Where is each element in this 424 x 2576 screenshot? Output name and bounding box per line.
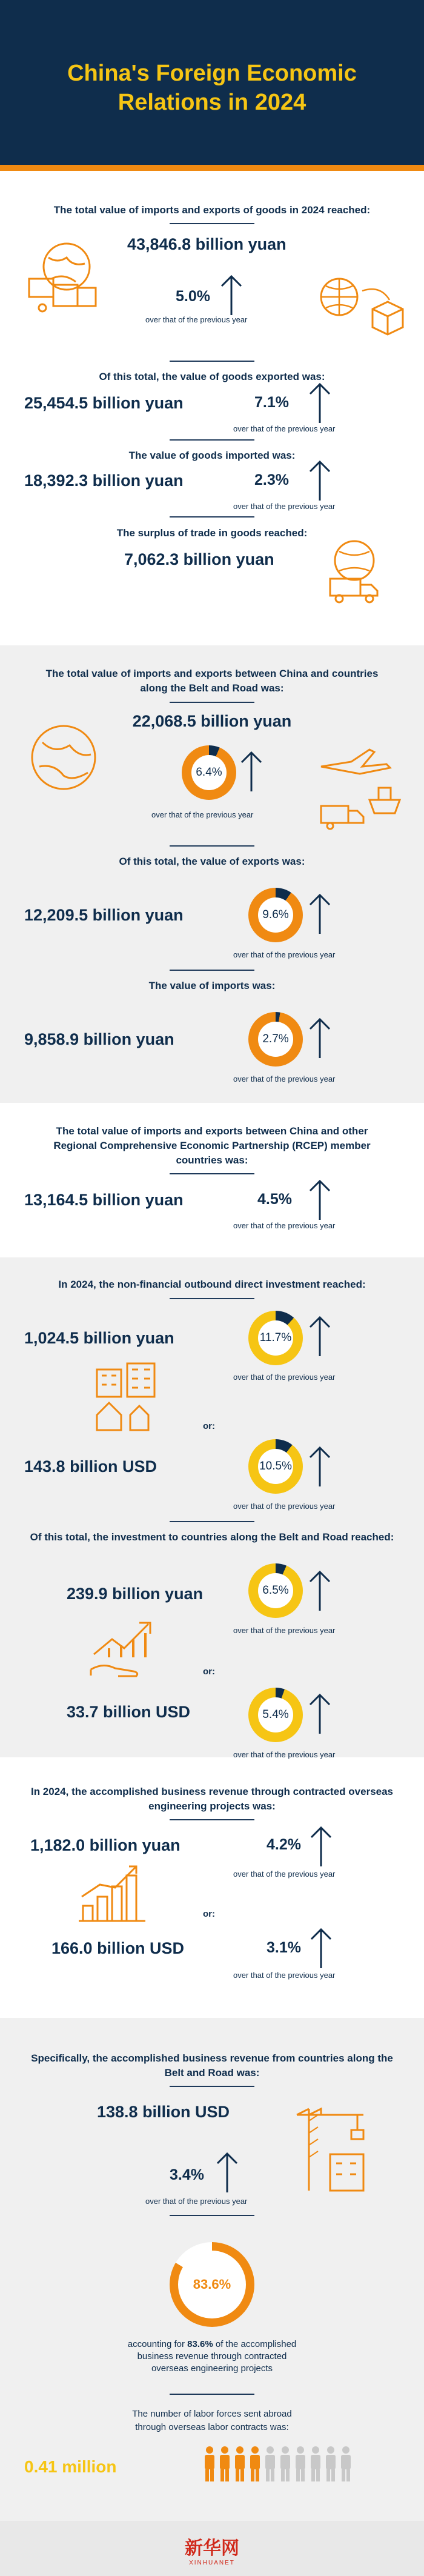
divider (170, 1521, 254, 1522)
up-arrow-icon (309, 1927, 333, 1969)
crane-building-icon (285, 2103, 376, 2194)
divider (170, 970, 254, 971)
belt-road-heading-line1: The total value of imports and exports between China and countries (45, 668, 379, 679)
odi-yuan-note: over that of the previous year (233, 1373, 336, 1382)
odi-br-usd-donut (248, 1688, 303, 1742)
odi-yuan: 1,024.5 billion yuan (24, 1329, 174, 1347)
projects-yuan-note: over that of the previous year (233, 1869, 336, 1879)
odi-usd-donut (248, 1439, 303, 1494)
up-arrow-icon (308, 382, 332, 424)
up-arrow-icon (308, 893, 332, 935)
odi-br-yuan: 239.9 billion yuan (67, 1585, 204, 1603)
belt-road-imports-note: over that of the previous year (233, 1074, 336, 1083)
worker-figure-icon (218, 2445, 231, 2483)
odi-usd: 143.8 billion USD (24, 1457, 157, 1476)
up-arrow-icon (308, 459, 332, 502)
projects-share-text-line1 (0, 2339, 424, 2349)
up-arrow-icon (309, 1825, 333, 1868)
belt-road-growth-note: over that of the previous year (151, 810, 254, 819)
projects-br-usd: 138.8 billion USD (97, 2103, 230, 2121)
header-stripe (0, 165, 424, 171)
labor-heading-line2: through overseas labor contracts was: (135, 2422, 289, 2432)
up-arrow-icon (308, 1569, 332, 1612)
odi-heading: In 2024, the non-financial outbound direct investment reached: (58, 1279, 366, 1290)
brand-logo-sub: XINHUANET (189, 2560, 235, 2566)
divider (170, 1819, 254, 1820)
globe-truck-icon (318, 533, 391, 606)
globe-box-icon (315, 273, 406, 345)
projects-heading-line2: engineering projects was: (148, 1800, 276, 1812)
projects-share-text-line2: business revenue through contracted (137, 2351, 287, 2361)
belt-road-imports: 9,858.9 billion yuan (24, 1030, 174, 1048)
trade-growth: 5.0% (176, 288, 210, 305)
projects-share-text-pre: accounting for (127, 2339, 188, 2349)
trade-exports-growth: 7.1% (254, 394, 289, 411)
buildings-icon (91, 1360, 164, 1433)
header-banner (0, 0, 424, 170)
worker-figure-icon (324, 2445, 337, 2483)
up-arrow-icon (219, 274, 243, 316)
footer (0, 2521, 424, 2576)
labor-value: 0.41 million (24, 2457, 117, 2476)
projects-yuan-growth: 4.2% (267, 1836, 301, 1853)
odi-yuan-growth: 11.7% (259, 1331, 292, 1344)
trade-imports: 18,392.3 billion yuan (24, 471, 184, 490)
worker-figure-icon (203, 2445, 216, 2483)
page-title-line2: Relations in 2024 (118, 90, 306, 115)
projects-share-text-post: of the accomplished (213, 2339, 297, 2349)
up-arrow-icon (308, 1179, 332, 1221)
projects-br-growth-note: over that of the previous year (145, 2197, 248, 2206)
worker-figure-icon (233, 2445, 247, 2483)
divider (170, 223, 254, 224)
trade-imports-note: over that of the previous year (233, 502, 336, 511)
labor-figures (203, 2445, 354, 2486)
divider (170, 702, 254, 703)
trade-imports-heading: The value of goods imported was: (128, 450, 296, 461)
up-arrow-icon (239, 750, 263, 793)
rcep-heading-line2: Regional Comprehensive Economic Partnership (RCEP) member (53, 1140, 371, 1151)
up-arrow-icon (308, 1017, 332, 1059)
divider (170, 1173, 254, 1174)
divider (170, 516, 254, 518)
belt-road-exports-growth: 9.6% (262, 908, 289, 921)
projects-share-text-line3: overseas engineering projects (151, 2363, 273, 2374)
odi-br-usd-note: over that of the previous year (233, 1750, 336, 1759)
odi-or-label: or: (203, 1421, 215, 1431)
odi-br-usd: 33.7 billion USD (67, 1703, 191, 1721)
divider (170, 2215, 254, 2216)
belt-road-growth: 6.4% (196, 766, 222, 779)
divider (170, 439, 254, 441)
divider (170, 1298, 254, 1299)
page-title-line1: China's Foreign Economic (67, 61, 357, 86)
odi-usd-note: over that of the previous year (233, 1502, 336, 1511)
projects-br-growth: 3.4% (170, 2166, 204, 2183)
projects-br-heading-line2: Belt and Road was: (164, 2067, 260, 2078)
projects-share-value: 83.6% (193, 2277, 231, 2292)
odi-br-or-label: or: (203, 1666, 215, 1677)
odi-usd-growth: 10.5% (259, 1460, 292, 1473)
rcep-total: 13,164.5 billion yuan (24, 1191, 184, 1209)
brand-logo-text: 新华网 (185, 2538, 239, 2559)
projects-share-text-bold: 83.6% (187, 2339, 213, 2349)
rcep-heading-line3: countries was: (176, 1154, 248, 1166)
trade-growth-note: over that of the previous year (145, 315, 248, 324)
up-arrow-icon (308, 1315, 332, 1357)
trade-imports-growth: 2.3% (254, 471, 289, 488)
trade-surplus-heading: The surplus of trade in goods reached: (116, 527, 308, 539)
belt-road-heading-line2: along the Belt and Road was: (140, 682, 284, 694)
plane-ship-truck-icon (315, 748, 406, 833)
globe-trade-icon (24, 236, 103, 315)
trade-total: 43,846.8 billion yuan (127, 235, 287, 253)
worker-figure-icon (294, 2445, 307, 2483)
worker-figure-icon (248, 2445, 262, 2483)
brand-logo (0, 2533, 424, 2566)
odi-br-yuan-donut (248, 1563, 303, 1618)
trade-heading: The total value of imports and exports of goods in 2024 reached: (53, 204, 371, 216)
trade-surplus: 7,062.3 billion yuan (124, 550, 274, 568)
worker-figure-icon (309, 2445, 322, 2483)
hand-growth-icon (88, 1612, 167, 1679)
projects-or-label: or: (203, 1909, 215, 1919)
divider (170, 845, 254, 847)
projects-usd-growth: 3.1% (267, 1939, 301, 1956)
rcep-heading-line1: The total value of imports and exports between China and other (56, 1125, 368, 1137)
projects-usd-note: over that of the previous year (233, 1971, 336, 1980)
belt-road-imports-heading: The value of imports was: (148, 980, 276, 991)
labor-heading-line1: The number of labor forces sent abroad (132, 2409, 292, 2419)
belt-road-exports-donut (248, 888, 303, 942)
projects-usd: 166.0 billion USD (51, 1939, 185, 1957)
belt-road-exports: 12,209.5 billion yuan (24, 906, 184, 924)
odi-br-heading: Of this total, the investment to countries along the Belt and Road reached: (30, 1531, 394, 1543)
belt-road-total: 22,068.5 billion yuan (132, 712, 292, 730)
divider (170, 361, 254, 362)
belt-road-growth-donut (182, 745, 236, 800)
projects-yuan: 1,182.0 billion yuan (30, 1836, 181, 1854)
divider (170, 2086, 254, 2087)
projects-br-heading-line1: Specifically, the accomplished business revenue from countries along the (31, 2052, 393, 2064)
up-arrow-icon (215, 2151, 239, 2194)
projects-share-donut (170, 2242, 254, 2327)
globe-icon (24, 718, 103, 797)
rcep-growth: 4.5% (257, 1191, 292, 1208)
projects-heading-line1: In 2024, the accomplished business revenue through contracted overseas (30, 1786, 394, 1797)
belt-road-imports-growth: 2.7% (262, 1033, 289, 1045)
trade-exports-note: over that of the previous year (233, 424, 336, 433)
up-arrow-icon (308, 1445, 332, 1488)
trade-exports: 25,454.5 billion yuan (24, 394, 184, 412)
rcep-growth-note: over that of the previous year (233, 1221, 336, 1230)
odi-br-usd-growth: 5.4% (262, 1708, 289, 1721)
divider (170, 2394, 254, 2395)
worker-figure-icon (279, 2445, 292, 2483)
bar-chart-icon (76, 1863, 148, 1924)
belt-road-exports-note: over that of the previous year (233, 950, 336, 959)
odi-yuan-donut (248, 1311, 303, 1365)
belt-road-imports-donut (248, 1012, 303, 1067)
worker-figure-icon (263, 2445, 277, 2483)
trade-exports-heading: Of this total, the value of goods exported was: (99, 371, 325, 382)
odi-br-yuan-growth: 6.5% (262, 1584, 289, 1597)
up-arrow-icon (308, 1692, 332, 1735)
odi-br-yuan-note: over that of the previous year (233, 1626, 336, 1635)
worker-figure-icon (339, 2445, 353, 2483)
belt-road-exports-heading: Of this total, the value of exports was: (119, 856, 305, 867)
